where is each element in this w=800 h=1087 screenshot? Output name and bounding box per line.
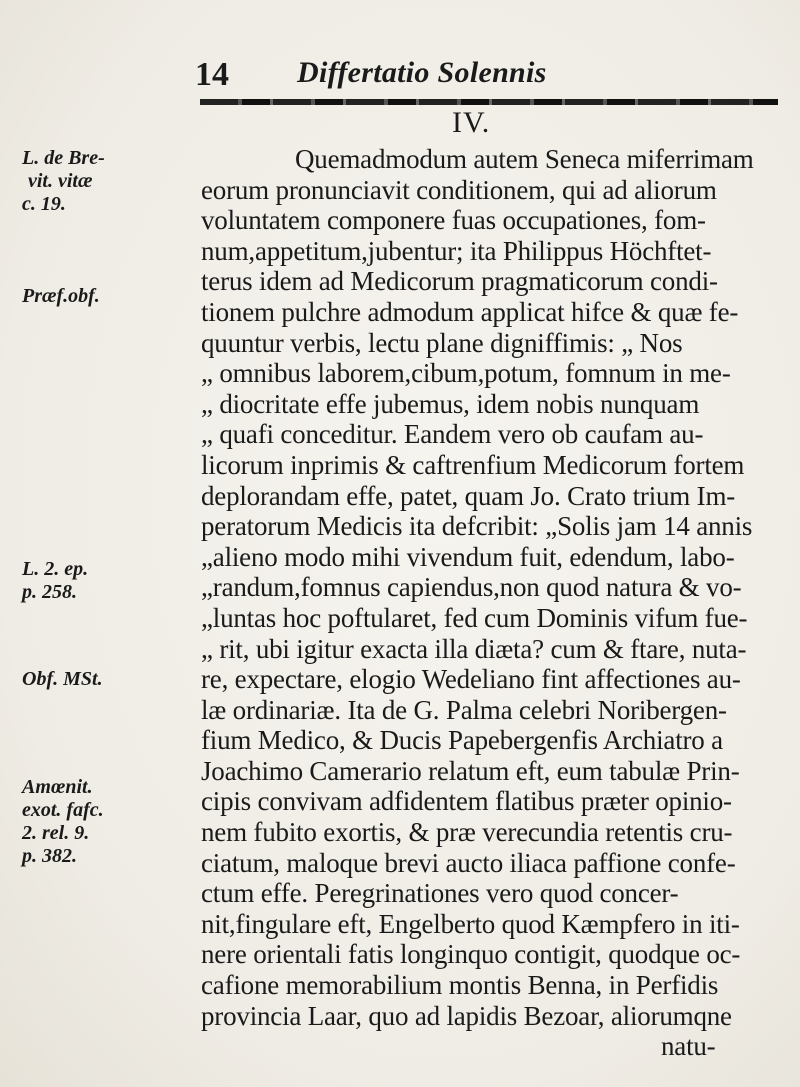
text-line: fium Medico, & Ducis Papebergenfis Archiatro a [201,725,723,756]
text-line: „alieno modo mihi vivendum fuit, edendum, labo- [201,541,735,572]
margin-note-line: 2. rel. 9. [22,822,90,844]
margin-note-line: Obf. MSt. [22,668,103,690]
margin-note-line: L. de Bre- [22,147,105,169]
text-line: nem fubito exortis, & præ verecundia retentis cru- [201,817,733,848]
text-line: deplorandam effe, patet, quam Jo. Crato trium Im- [201,480,736,511]
text-line: voluntatem componere fuas occupationes, fom- [201,205,706,236]
body-text [201,144,791,1062]
margin-note-line: vit. vitæ [28,170,93,192]
text-line: provincia Laar, quo ad lapidis Bezoar, aliorumqne [201,1000,732,1031]
text-line: „randum,fomnus capiendus,non quod natura & vo- [201,572,742,603]
text-line: Quemadmodum autem Seneca miferrimam [295,144,754,174]
running-title: Differtatio Solennis [297,56,547,89]
header-rule [200,99,778,105]
text-line: nere orientali fatis longinquo contigit, quodque oc- [201,939,741,970]
margin-note-line: p. 258. [22,581,77,603]
margin-note-line: p. 382. [22,845,77,867]
text-line: cafione memorabilium montis Benna, in Perfidis [201,970,719,1001]
margin-note [22,668,152,691]
text-line: „ diocritate effe jubemus, idem nobis nunquam [201,388,700,419]
margin-note [22,776,152,868]
margin-note-line: Amœnit. [22,776,93,798]
text-line: „ rit, ubi igitur exacta illa diæta? cum & ftare, nuta- [201,633,747,664]
margin-note-line: exot. fafc. [22,799,104,821]
text-line: peratorum Medicis ita defcribit: „Solis jam 14 annis [201,511,753,542]
page-number: 14 [195,56,229,93]
margin-note-line: c. 19. [22,193,66,215]
text-line: num,appetitum,jubentur; ita Philippus Höchftet- [201,235,712,266]
margin-note [22,558,152,604]
text-line: eorum pronunciavit conditionem, qui ad aliorum [201,174,717,205]
text-line: terus idem ad Medicorum pragmaticorum condi- [201,266,718,297]
margin-note-line: L. 2. ep. [22,558,89,580]
text-line: tionem pulchre admodum applicat hifce & quæ fe- [201,296,739,327]
text-line: ctum effe. Peregrinationes vero quod concer- [201,878,679,909]
catchword: natu- [661,1031,716,1062]
text-line: Joachimo Camerario relatum eft, eum tabulæ Prin- [201,755,740,786]
text-line: cipis convivam adfidentem flatibus præter opinio- [201,786,732,817]
margin-note [22,285,152,308]
section-number: IV. [452,106,491,139]
margin-note [22,147,152,216]
text-line: quuntur verbis, lectu plane digniffimis: „ Nos [201,327,683,358]
page-header [195,52,795,102]
text-line: „ quafi conceditur. Eandem vero ob caufam au- [201,419,704,450]
text-line: „luntas hoc poftularet, fed cum Dominis vifum fue- [201,602,748,633]
text-line: re, expectare, elogio Wedeliano fint affectiones au- [201,664,741,695]
text-line: licorum inprimis & caftrenfium Medicorum fortem [201,449,745,480]
text-line: ciatum, maloque brevi aucto iliaca paffione confe- [201,847,736,878]
text-line: „ omnibus laborem,cibum,potum, fomnum in me- [201,358,731,389]
margin-note-line: Præf.obf. [22,285,100,307]
text-line: nit,fingulare eft, Engelberto quod Kæmpfero in iti- [201,908,740,939]
text-line: læ ordinariæ. Ita de G. Palma celebri Noribergen- [201,694,727,725]
